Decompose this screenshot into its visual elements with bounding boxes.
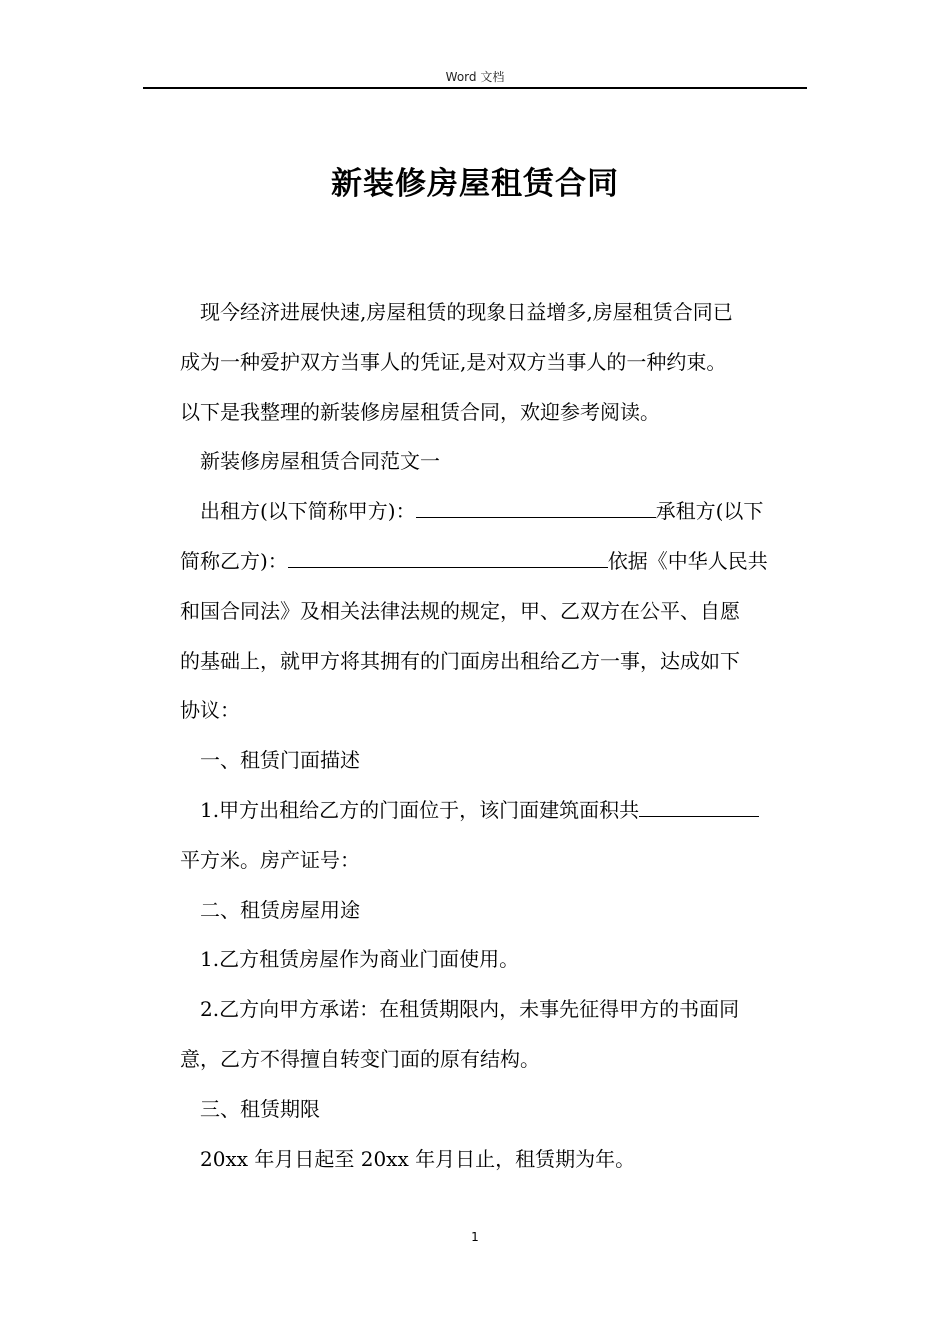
lessee-label-cont: 简称乙方)：	[180, 548, 288, 573]
paragraph-line: 意，乙方不得擅自转变门面的原有结构。	[180, 1046, 540, 1071]
lessee-blank	[288, 549, 608, 568]
paragraph-line: 的基础上，就甲方将其拥有的门面房出租给乙方一事，达成如下	[180, 648, 740, 673]
paragraph-line	[180, 537, 808, 587]
paragraph-line: 成为一种爱护双方当事人的凭证,是对双方当事人的一种约束。	[180, 349, 727, 374]
header-divider	[143, 87, 807, 89]
document-body	[180, 288, 808, 1184]
paragraph-line: 平方米。房产证号：	[180, 847, 360, 872]
paragraph-line	[180, 786, 808, 836]
lessor-blank	[416, 499, 656, 518]
paragraph-line: 以下是我整理的新装修房屋租赁合同，欢迎参考阅读。	[180, 399, 660, 424]
section-heading: 一、租赁门面描述	[200, 748, 360, 773]
section-heading: 二、租赁房屋用途	[200, 897, 360, 922]
area-text: 1.甲方出租给乙方的门面位于，该门面建筑面积共	[200, 797, 640, 822]
paragraph-line: 和国合同法》及相关法律法规的规定，甲、乙双方在公平、自愿	[180, 598, 740, 623]
page-number: 1	[471, 1230, 479, 1244]
page-header: Word 文档	[445, 70, 505, 84]
law-text: 依据《中华人民共	[607, 548, 768, 573]
paragraph-line: 2.乙方向甲方承诺：在租赁期限内，未事先征得甲方的书面同	[200, 997, 740, 1022]
paragraph-line: 现今经济进展快速,房屋租赁的现象日益增多,房屋租赁合同已	[200, 300, 733, 324]
paragraph-line	[180, 487, 808, 537]
document-title: 新装修房屋租赁合同	[331, 166, 619, 202]
lessee-label: 承租方(以下	[655, 499, 764, 524]
section-heading: 三、租赁期限	[200, 1096, 320, 1121]
section-heading: 新装修房屋租赁合同范文一	[200, 449, 440, 474]
paragraph-line: 协议：	[180, 698, 240, 723]
paragraph-line: 20xx 年月日起至 20xx 年月日止，租赁期为年。	[200, 1146, 636, 1171]
lessor-label: 出租方(以下简称甲方)：	[200, 499, 416, 524]
area-blank	[639, 798, 759, 817]
paragraph-line: 1.乙方租赁房屋作为商业门面使用。	[200, 947, 520, 972]
